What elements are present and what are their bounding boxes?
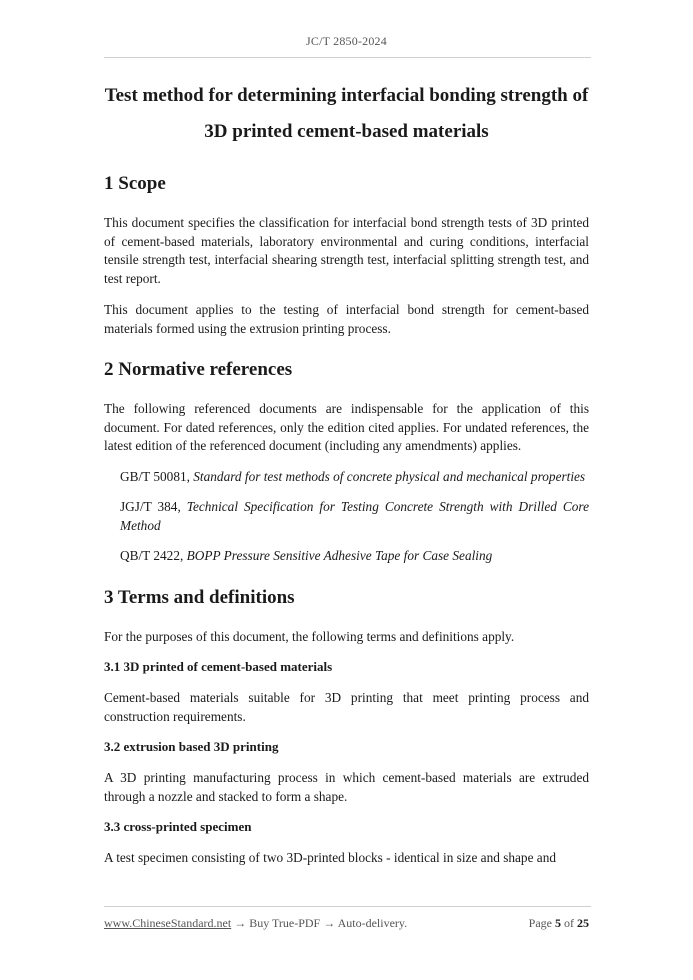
page-total: 25 [577, 916, 589, 930]
document-title [104, 78, 589, 150]
page-label: Page [528, 916, 552, 930]
scope-paragraph-1: This document specifies the classification for interfacial bond strength tests of 3D printed of cement-based materials, laboratory environmental and curing conditions, interfacial tensile strength test, interfacial shearing strength test, interfacial splitting strength test, and test report. [104, 215, 589, 286]
term-definition-3-3: A test specimen consisting of two 3D-printed blocks - identical in size and shape and [104, 850, 556, 865]
term-definition-3-1: Cement-based materials suitable for 3D printing that meet printing process and construction requirements. [104, 690, 589, 724]
page-current: 5 [555, 916, 561, 930]
reference-item [120, 547, 589, 566]
term-heading-3-2: 3.2 extrusion based 3D printing [104, 739, 279, 754]
arrow-icon: → [323, 916, 336, 930]
term-heading-3-3: 3.3 cross-printed specimen [104, 819, 252, 834]
page-content [104, 78, 589, 868]
term-definition-3-2: A 3D printing manufacturing process in which cement-based materials are extruded through a nozzle and stacked to form a shape. [104, 770, 589, 804]
page-number [529, 916, 589, 931]
section-heading-scope: 1 Scope [104, 173, 166, 194]
scope-paragraph-2: This document applies to the testing of interfacial bond strength for cement-based materials formed using the extrusion printing process. [104, 302, 589, 336]
reference-item [120, 498, 589, 535]
header-divider [104, 57, 591, 58]
footer-promo [104, 916, 407, 931]
standard-code: JC/T 2850-2024 [306, 34, 387, 48]
arrow-icon: → [234, 916, 247, 930]
footer-divider [104, 906, 591, 907]
auto-delivery-text: Auto-delivery. [337, 916, 408, 930]
terms-intro: For the purposes of this document, the following terms and definitions apply. [104, 628, 515, 644]
reference-title: BOPP Pressure Sensitive Adhesive Tape for Case Sealing [186, 548, 493, 563]
section-heading-normative-references: 2 Normative references [104, 359, 293, 380]
reference-title: Standard for test methods of concrete physical and mechanical properties [193, 468, 586, 484]
of-label: of [564, 916, 574, 930]
running-header [0, 34, 693, 49]
document-title-line-2: 3D printed cement-based materials [204, 121, 489, 142]
reference-item [120, 468, 589, 487]
section-heading-terms-definitions: 3 Terms and definitions [104, 586, 295, 608]
normative-intro: The following referenced documents are indispensable for the application of this document. For dated references, only the edition cited applies. For undated references, the latest edition of the referenced document (including any amendments) applies. [104, 401, 589, 453]
term-heading-3-1: 3.1 3D printed of cement-based materials [104, 659, 333, 674]
document-title-line-1: Test method for determining interfacial bonding strength of [104, 85, 589, 106]
reference-title: Technical Specification for Testing Concrete Strength with Drilled Core Method [120, 499, 590, 533]
website-link[interactable]: www.ChineseStandard.net [104, 916, 232, 930]
reference-code: QB/T 2422, [120, 548, 184, 563]
reference-code: GB/T 50081, [120, 468, 190, 484]
reference-code: JGJ/T 384, [120, 499, 181, 514]
buy-true-pdf-link[interactable]: Buy True-PDF [249, 916, 321, 930]
